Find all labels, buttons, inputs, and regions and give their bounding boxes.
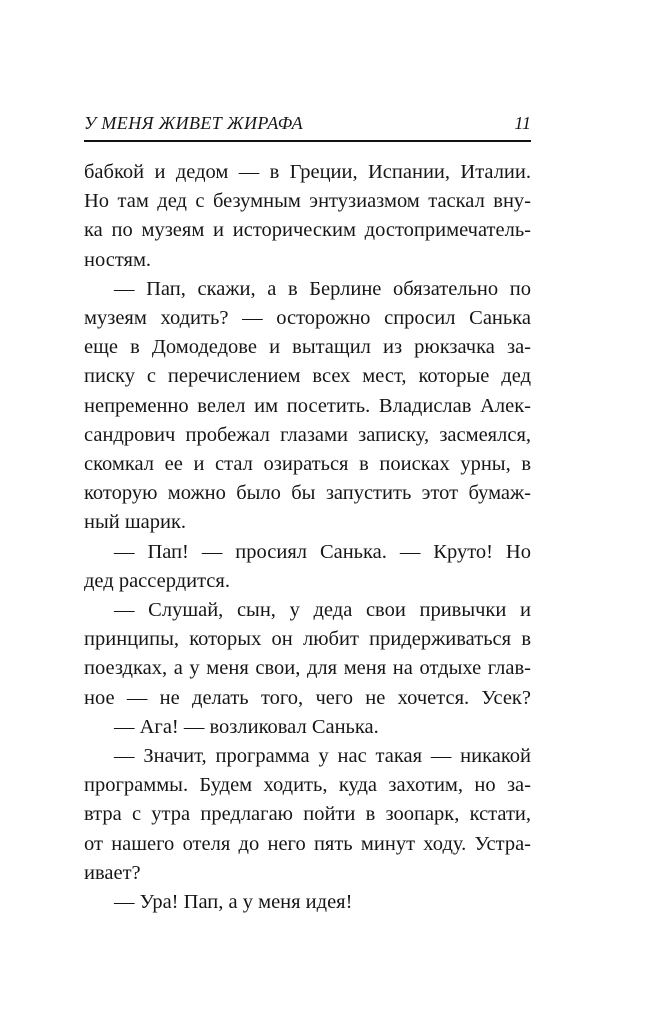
paragraph (84, 888, 531, 917)
text-line: дед рассердится. (84, 569, 230, 592)
paragraph (84, 538, 531, 596)
paragraph (84, 158, 531, 275)
text-line: — Значит, программа у нас такая — никакой (114, 745, 531, 768)
text-line: ивает? (84, 861, 141, 884)
text-line: поездках, а у меня свои, для меня на отдыхе глав- (84, 657, 531, 680)
text-line: от нашего отеля до него пять минут ходу. Устра- (84, 832, 531, 855)
paragraph (84, 596, 531, 713)
page-text (84, 158, 531, 917)
text-line: — Пап! — просиял Санька. — Круто! Но (114, 540, 531, 563)
text-line: бабкой и дедом — в Греции, Испании, Италии. (84, 161, 531, 183)
text-line: — Ага! — возликовал Санька. (114, 715, 379, 738)
paragraph (84, 713, 531, 742)
text-line: скомкал ее и стал озираться в поисках урны, в (84, 453, 531, 476)
text-line: принципы, которых он любит придерживаться в (84, 628, 531, 651)
text-line: писку с перечислением всех мест, которые дед (84, 365, 531, 388)
text-line: которую можно было бы запустить этот бумаж- (84, 482, 531, 505)
paragraph (84, 742, 531, 888)
text-line: — Слушай, сын, у деда свои привычки и (114, 599, 531, 622)
text-line: ный шарик. (84, 511, 187, 534)
text-line: еще в Домодедове и вытащил из рюкзачка за- (84, 336, 531, 359)
paragraph (84, 275, 531, 538)
text-line: непременно велел им посетить. Владислав Алек- (84, 394, 531, 417)
header-rule (84, 140, 531, 142)
text-line: Но там дед с безумным энтузиазмом таскал вну- (84, 190, 531, 213)
text-line: — Ура! Пап, а у меня идея! (114, 891, 353, 914)
text-line: сандрович пробежал глазами записку, засмеялся, (84, 423, 531, 446)
running-title: У МЕНЯ ЖИВЕТ ЖИРАФА (84, 113, 304, 133)
text-line: ностям. (84, 248, 152, 271)
text-line: программы. Будем ходить, куда захотим, но за- (84, 774, 531, 797)
text-line: ка по музеям и историческим достопримечатель- (84, 219, 531, 242)
page-number: 11 (514, 113, 531, 133)
text-line: музеям ходить? — осторожно спросил Санька (84, 307, 531, 330)
text-line: ное — не делать того, чего не хочется. Усек? (84, 686, 531, 709)
text-line: — Пап, скажи, а в Берлине обязательно по (114, 277, 531, 300)
page-header (84, 112, 531, 134)
text-line: втра с утра предлагаю пойти в зоопарк, кстати, (84, 803, 531, 826)
